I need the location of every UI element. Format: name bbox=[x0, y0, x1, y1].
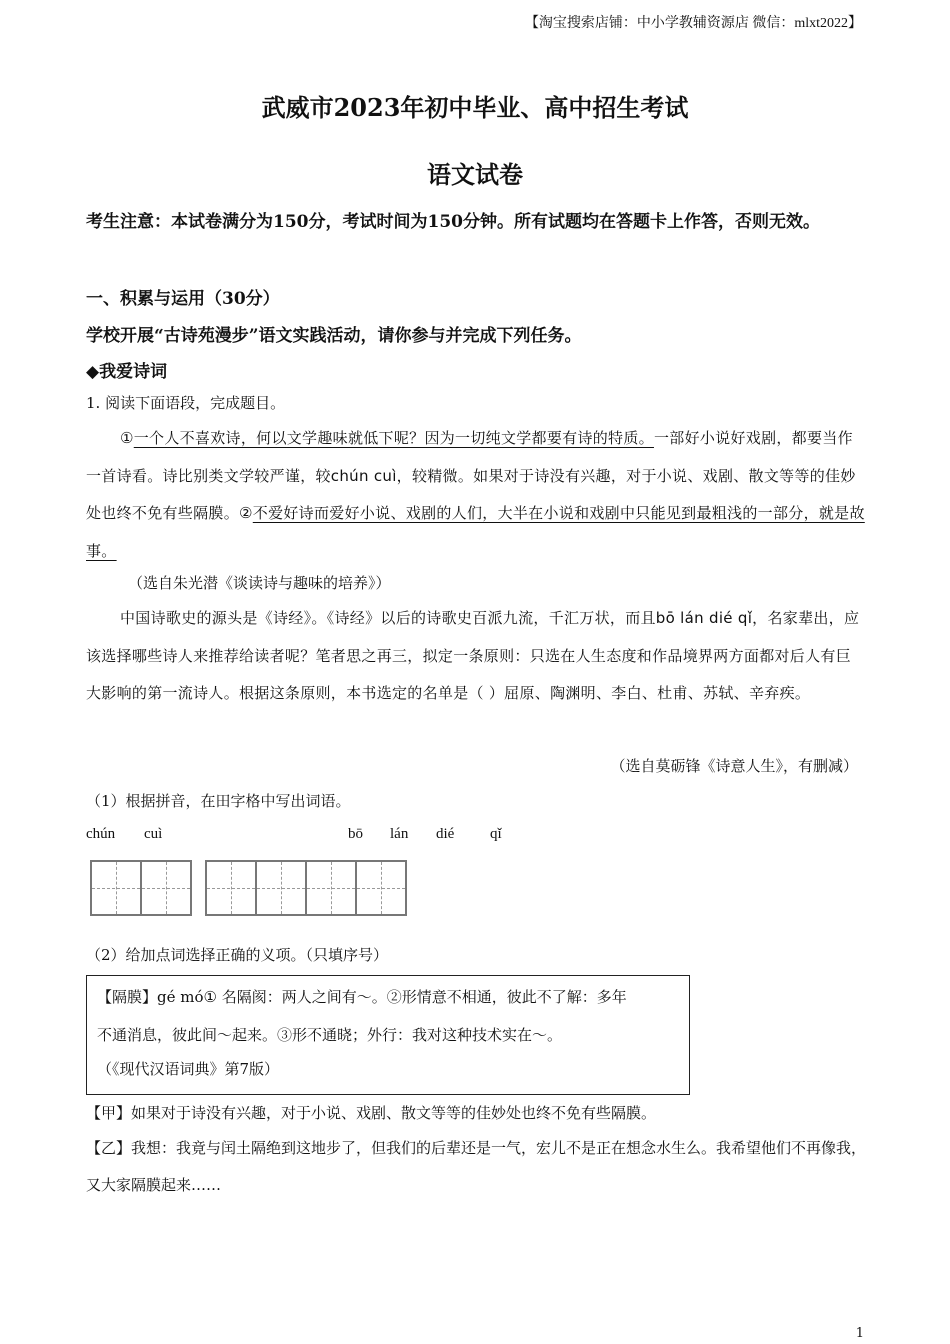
section-heading: 一、积累与运用（30分） bbox=[86, 289, 280, 309]
grid-cell[interactable] bbox=[257, 862, 307, 914]
sub-question-1: （1）根据拼音，在田字格中写出词语。 bbox=[86, 792, 351, 810]
answer-grid-chuncui bbox=[90, 860, 192, 916]
header-note: 【淘宝搜索店铺：中小学教辅资源店 微信：mlxt2022】 bbox=[524, 16, 862, 31]
pinyin-lan: lán bbox=[390, 826, 409, 842]
dictionary-source: （《现代汉语词典》第7版） bbox=[97, 1060, 280, 1078]
underlined-sentence-1: 一个人不喜欢诗，何以文学趣味就低下呢？因为一切纯文学都要有诗的特质。 bbox=[133, 429, 654, 447]
exam-subtitle: 语文试卷 bbox=[427, 160, 523, 189]
question-1-stem: 1. 阅读下面语段，完成题目。 bbox=[86, 394, 286, 412]
grid-cell[interactable] bbox=[92, 862, 142, 914]
grid-cell[interactable] bbox=[207, 862, 257, 914]
grid-cell[interactable] bbox=[307, 862, 357, 914]
underlined-sentence-2: 不爱好诗而爱好小说、戏剧的人们，大半在小说和戏剧中只能见到最粗浅的一部分，就是故事。 bbox=[86, 504, 865, 560]
dictionary-line-1: 【隔膜】gé mó① 名隔阂：两人之间有～。②形情意不相通，彼此不了解：多年 bbox=[97, 988, 627, 1006]
activity-intro: 学校开展“古诗苑漫步”语文实践活动，请你参与并完成下列任务。 bbox=[86, 326, 582, 346]
passage-1-middle: 一部好小说好戏剧，都要当作一首诗看。诗比别类文学较严谨，较chún cuì，较精微。如果对于诗没有兴趣，对于小说、戏剧、散文等等的佳妙处也终不免有些隔膜。 bbox=[86, 429, 856, 522]
pinyin-chun: chún bbox=[86, 826, 116, 842]
answer-grid-bolandieqi bbox=[205, 860, 407, 916]
sentence-jia: 【甲】如果对于诗没有兴趣，对于小说、戏剧、散文等等的佳妙处也终不免有些隔膜。 bbox=[86, 1104, 657, 1122]
subsection-heading: ◆我爱诗词 bbox=[86, 362, 168, 382]
mark-2: ② bbox=[239, 504, 253, 522]
grid-cell[interactable] bbox=[357, 862, 405, 914]
page-number: 1 bbox=[855, 1326, 864, 1341]
citation-2: （选自莫砺锋《诗意人生》，有删减） bbox=[610, 757, 858, 775]
mark-1: ① bbox=[120, 429, 134, 447]
pinyin-qi: qǐ bbox=[490, 826, 502, 842]
exam-title: 武威市2023年初中毕业、高中招生考试 bbox=[261, 93, 689, 122]
grid-cell[interactable] bbox=[142, 862, 190, 914]
pinyin-bo: bō bbox=[348, 826, 363, 842]
dictionary-entry-box bbox=[86, 975, 690, 1095]
pinyin-cui: cuì bbox=[144, 826, 163, 842]
sub-question-2: （2）给加点词选择正确的义项。（只填序号） bbox=[86, 946, 389, 964]
exam-notice: 考生注意：本试卷满分为150分，考试时间为150分钟。所有试题均在答题卡上作答，否则无效。 bbox=[86, 212, 820, 232]
dictionary-line-2: 不通消息，彼此间～起来。③形不通晓；外行：我对这种技术实在～。 bbox=[97, 1026, 563, 1044]
citation-1: （选自朱光潜《谈读诗与趣味的培养》） bbox=[128, 574, 391, 592]
pinyin-die: dié bbox=[436, 826, 455, 842]
passage-1 bbox=[86, 420, 866, 570]
passage-2-text: 中国诗歌史的源头是《诗经》。《诗经》以后的诗歌史百派九流，千汇万状，而且bō lán dié qǐ，名家辈出，应该选择哪些诗人来推荐给读者呢？笔者思之再三，拟定一条原则：只选在人生态度和作品境界两方面都对后人有巨大影响的第一流诗人。根据这条原则，本书选定的名单是（ ）屈原、陶渊明、李白、杜甫、苏轼、辛弃疾。 bbox=[86, 609, 860, 702]
passage-2 bbox=[86, 600, 866, 713]
sentence-yi: 【乙】我想：我竟与闰土隔绝到这地步了，但我们的后辈还是一气，宏儿不是正在想念水生么。我希望他们不再像我，又大家隔膜起来…… bbox=[86, 1139, 867, 1194]
